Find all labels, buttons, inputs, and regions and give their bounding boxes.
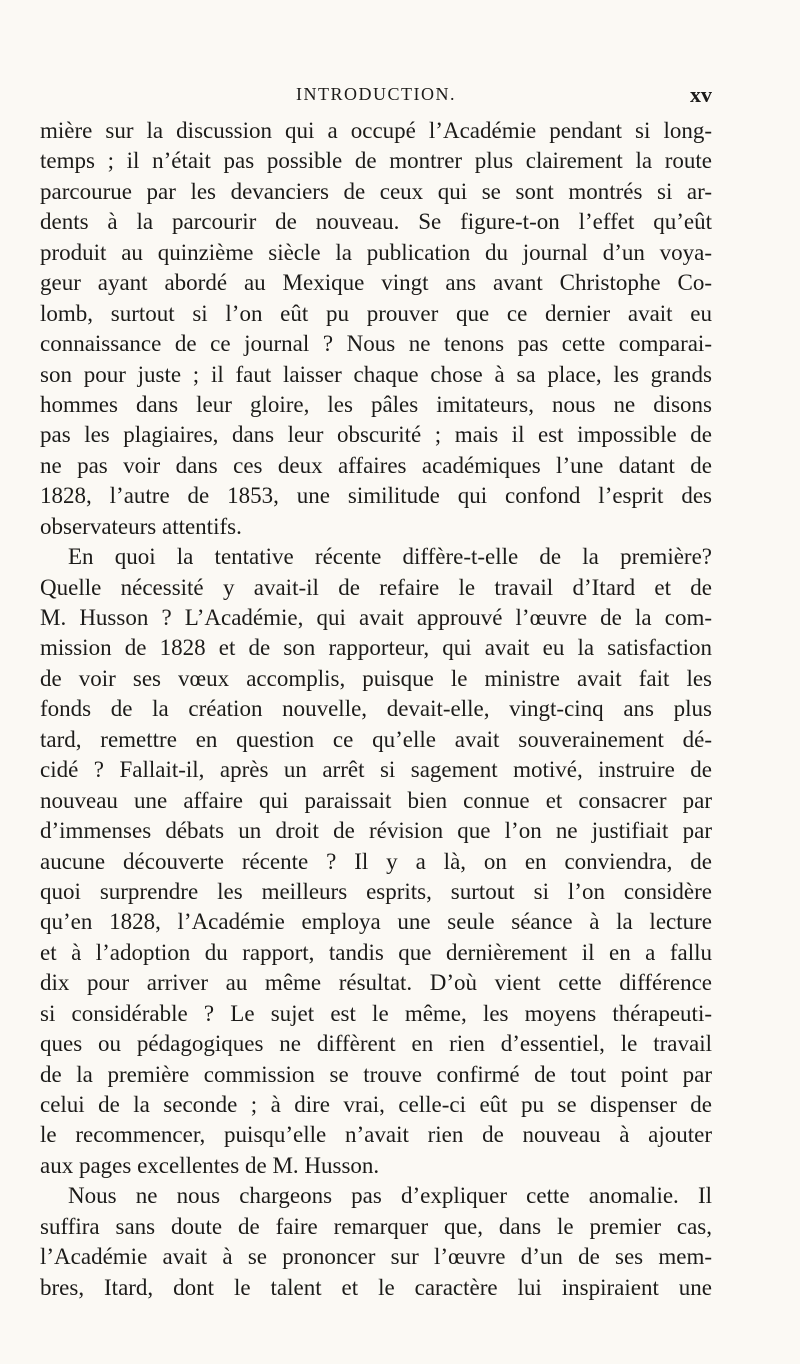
text-line: mission de 1828 et de son rapporteur, qui avait eu la satisfaction (40, 635, 712, 661)
text-line: produit au quinzième siècle la publication du journal d’un voya- (40, 239, 712, 265)
text-line: celui de la seconde ; à dire vrai, celle-ci eût pu se dispenser de (40, 1092, 712, 1117)
text-line: parcourue par les devanciers de ceux qui se sont montrés si ar- (40, 178, 712, 204)
text-line: M. Husson ? L’Académie, qui avait approuvé l’œuvre de la com- (40, 605, 712, 630)
text-line: de voir ses vœux accomplis, puisque le ministre avait fait les (40, 665, 712, 691)
text-line: son pour juste ; il faut laisser chaque chose à sa place, les grands (40, 361, 712, 387)
text-line: suffira sans doute de faire remarquer que, dans le premier cas, (40, 1213, 712, 1239)
running-title: INTRODUCTION. (296, 84, 456, 104)
text-line: dents à la parcourir de nouveau. Se figure-t-on l’effet qu’eût (40, 209, 712, 235)
text-line: dix pour arriver au même résultat. D’où vient cette différence (40, 970, 712, 996)
text-line: d’immenses débats un droit de révision que l’on ne justifiait par (40, 818, 712, 844)
text-line: geur ayant abordé au Mexique vingt ans avant Christophe Co- (40, 270, 712, 296)
text-line: lomb, surtout si l’on eût pu prouver que ce dernier avait eu (40, 300, 712, 326)
text-line: quoi surprendre les meilleurs esprits, surtout si l’on considère (40, 878, 712, 904)
text-line: si considérable ? Le sujet est le même, les moyens thérapeuti- (40, 1000, 712, 1026)
text-line: ques ou pédagogiques ne diffèrent en rien d’essentiel, le travail (40, 1031, 712, 1057)
text-line: cidé ? Fallait-il, après un arrêt si sagement motivé, instruire de (40, 757, 712, 783)
body-text (40, 116, 712, 1303)
text-line: bres, Itard, dont le talent et le caractère lui inspiraient une (40, 1274, 712, 1300)
text-line: aux pages excellentes de M. Husson. (40, 1152, 380, 1178)
text-line: ne pas voir dans ces deux affaires académiques l’une datant de (40, 452, 712, 478)
text-line: tard, remettre en question ce qu’elle avait souverainement dé- (40, 726, 712, 752)
text-line: connaissance de ce journal ? Nous ne tenons pas cette comparai- (40, 331, 712, 357)
running-header (40, 84, 712, 110)
text-line: 1828, l’autre de 1853, une similitude qui confond l’esprit des (40, 483, 712, 509)
text-line: pas les plagiaires, dans leur obscurité ; mais il est impossible de (40, 422, 712, 448)
text-line: et à l’adoption du rapport, tandis que dernièrement il en a fallu (40, 939, 712, 965)
text-line: Quelle nécessité y avait-il de refaire le travail d’Itard et de (40, 574, 712, 600)
text-line: fonds de la création nouvelle, devait-elle, vingt-cinq ans plus (40, 696, 712, 722)
text-line: nouveau une affaire qui paraissait bien connue et consacrer par (40, 787, 712, 813)
text-line: hommes dans leur gloire, les pâles imitateurs, nous ne disons (40, 391, 712, 417)
text-line: de la première commission se trouve confirmé de tout point par (40, 1061, 712, 1087)
text-line: aucune découverte récente ? Il y a là, on en conviendra, de (40, 848, 712, 874)
text-line: En quoi la tentative récente diffère-t-elle de la première? (68, 544, 712, 570)
text-line: mière sur la discussion qui a occupé l’Académie pendant si long- (40, 118, 712, 143)
text-line: observateurs attentifs. (40, 513, 242, 539)
text-line: le recommencer, puisqu’elle n’avait rien de nouveau à ajouter (40, 1122, 712, 1148)
text-line: Nous ne nous chargeons pas d’expliquer cette anomalie. Il (68, 1183, 712, 1209)
text-line: temps ; il n’était pas possible de montrer plus clairement la route (40, 148, 712, 174)
page-number: xv (690, 82, 712, 107)
text-line: l’Académie avait à se prononcer sur l’œuvre d’un de ses mem- (40, 1244, 712, 1270)
text-line: qu’en 1828, l’Académie employa une seule séance à la lecture (40, 909, 712, 935)
